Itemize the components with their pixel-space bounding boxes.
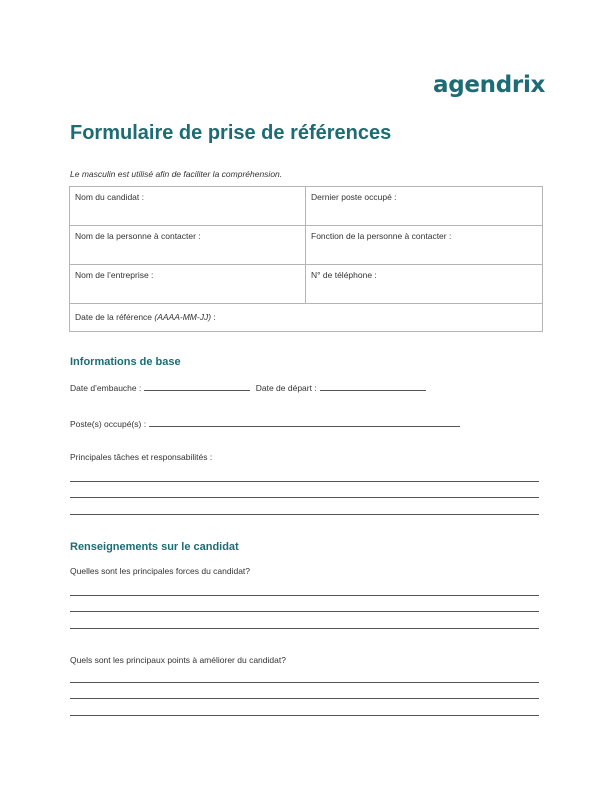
departure-date-label: Date de départ :: [255, 383, 317, 393]
candidate-info-heading: Renseignements sur le candidat: [70, 541, 239, 553]
candidate-name-field[interactable]: Nom du candidat :: [70, 187, 306, 226]
strengths-question: Quelles sont les principales forces du candidat?: [70, 566, 251, 576]
gender-note: Le masculin est utilisé afin de faciliter la compréhension.: [70, 169, 283, 179]
reference-date-label: Date de la référence: [75, 312, 155, 322]
hire-date-input[interactable]: [144, 382, 250, 391]
brand-logo: agendrix: [433, 72, 546, 98]
hire-date-label: Date d’embauche :: [70, 383, 142, 393]
last-position-field[interactable]: Dernier poste occupé :: [306, 187, 543, 226]
departure-date-input[interactable]: [320, 382, 426, 391]
strengths-line-3[interactable]: [70, 628, 539, 629]
reference-date-format: (AAAA-MM-JJ): [154, 312, 212, 322]
page-title: Formulaire de prise de références: [70, 122, 392, 144]
reference-info-table: [69, 186, 543, 332]
contact-name-field[interactable]: Nom de la personne à contacter :: [70, 226, 306, 265]
main-tasks-line-1[interactable]: [70, 481, 539, 482]
reference-date-field[interactable]: [70, 304, 543, 332]
company-name-field[interactable]: Nom de l’entreprise :: [70, 265, 306, 304]
main-tasks-line-2[interactable]: [70, 497, 539, 498]
table-row: [70, 187, 543, 226]
positions-row: [70, 418, 460, 429]
positions-held-input[interactable]: [149, 418, 460, 427]
basic-info-heading: Informations de base: [70, 356, 181, 368]
improvements-question: Quels sont les principaux points à améliorer du candidat?: [70, 655, 286, 665]
improvements-line-3[interactable]: [70, 715, 539, 716]
strengths-line-2[interactable]: [70, 611, 539, 612]
table-row: [70, 265, 543, 304]
main-tasks-label: Principales tâches et responsabilités :: [70, 452, 213, 462]
contact-function-field[interactable]: Fonction de la personne à contacter :: [306, 226, 543, 265]
positions-held-label: Poste(s) occupé(s) :: [70, 419, 147, 429]
phone-field[interactable]: N° de téléphone :: [306, 265, 543, 304]
improvements-line-1[interactable]: [70, 682, 539, 683]
table-row: [70, 226, 543, 265]
dates-row: [70, 382, 426, 393]
improvements-line-2[interactable]: [70, 698, 539, 699]
strengths-line-1[interactable]: [70, 595, 539, 596]
main-tasks-line-3[interactable]: [70, 514, 539, 515]
reference-date-colon: :: [211, 312, 216, 322]
table-row: [70, 304, 543, 332]
